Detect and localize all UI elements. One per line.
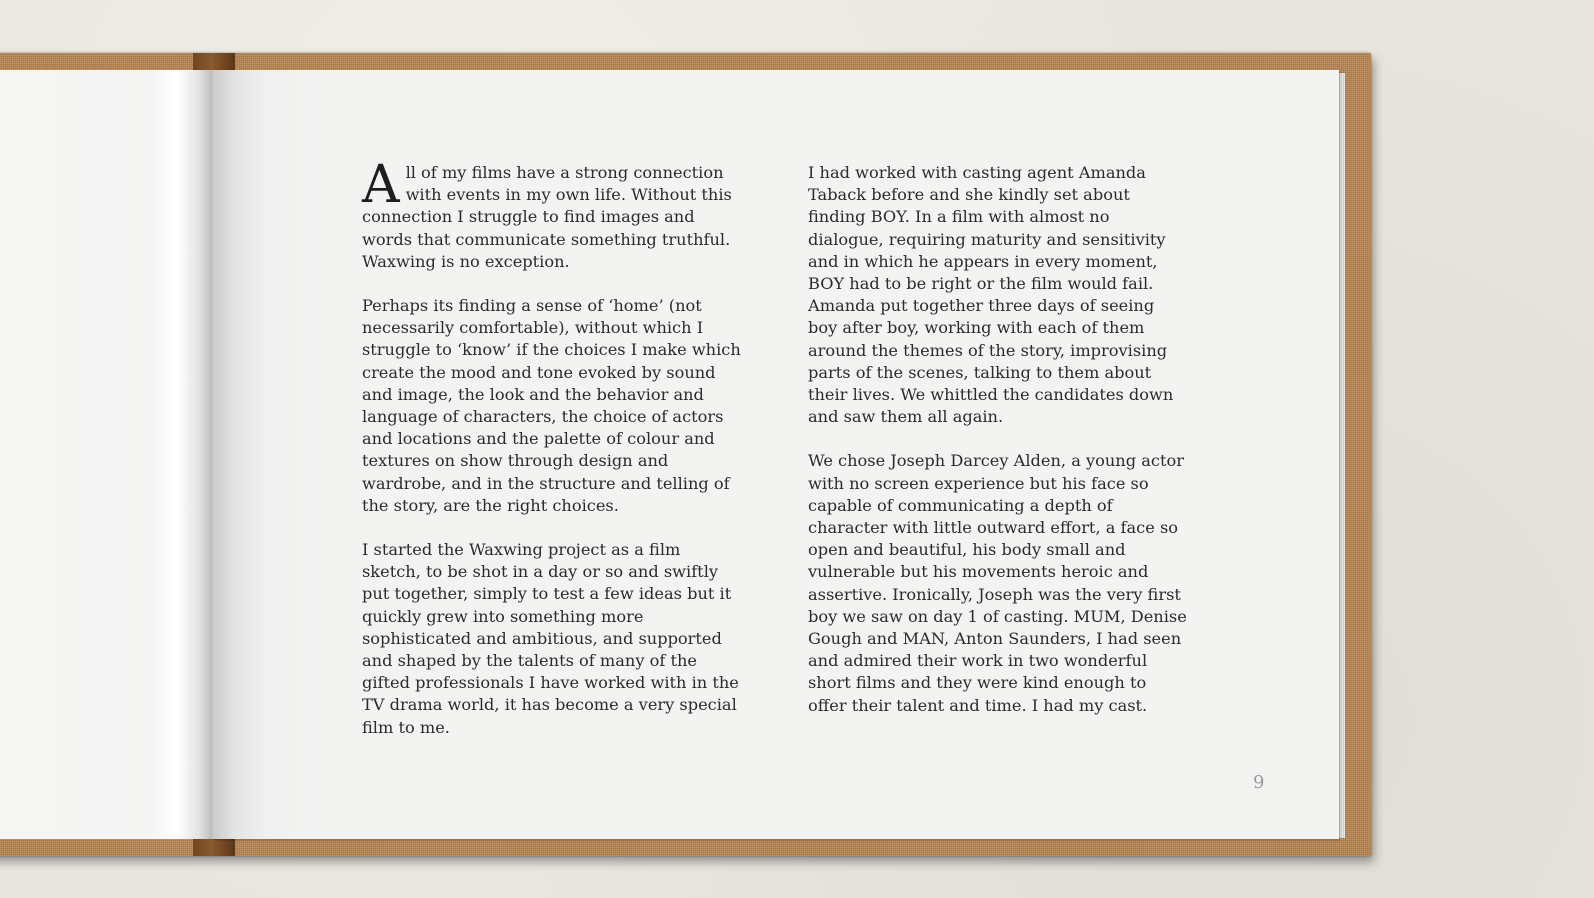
- paragraph-1: [362, 155, 742, 273]
- left-text-column: [362, 155, 742, 761]
- left-page: [0, 70, 212, 839]
- right-page: [212, 70, 1339, 839]
- paragraph-1-text: ll of my films have a strong connection with events in my own life. Without this connection I struggle to find images and words that communicate something truthful. Waxwing is no exception.: [362, 163, 732, 271]
- right-text-column: [808, 162, 1188, 739]
- drop-cap: A: [362, 155, 400, 215]
- page-number: 9: [1253, 772, 1265, 793]
- paragraph-5: We chose Joseph Darcey Alden, a young actor with no screen experience but his face so capable of communicating a depth of character with little outward effort, a face so open and beautiful, his body small and vulnerable but his movements heroic and assertive. Ironically, Joseph was the very first boy we saw on day 1 of casting. MUM, Denise Gough and MAN, Anton Saunders, I had seen and admired their work in two wonderful short films and they were kind enough to offer their talent and time. I had my cast.: [808, 451, 1187, 715]
- paragraph-2: Perhaps its finding a sense of ‘home’ (not necessarily comfortable), without which I struggle to ‘know’ if the choices I make which create the mood and tone evoked by sound and image, the look and the behavior and language of characters, the choice of actors and locations and the palette of colour and textures on show through design and wardrobe, and in the structure and telling of the story, are the right choices.: [362, 296, 741, 515]
- paragraph-4: I had worked with casting agent Amanda Taback before and she kindly set about finding BOY. In a film with almost no dialogue, requiring maturity and sensitivity and in which he appears in every moment, BOY had to be right or the film would fail. Amanda put together three days of seeing boy after boy, working with each of them around the themes of the story, improvising parts of the scenes, talking to them about their lives. We whittled the candidates down and saw them all again.: [808, 163, 1174, 427]
- paragraph-3: I started the Waxwing project as a film sketch, to be shot in a day or so and swiftly put together, simply to test a few ideas but it quickly grew into something more sophisticated and ambitious, and supported and shaped by the talents of many of the gifted professionals I have worked with in the TV drama world, it has become a very special film to me.: [362, 540, 739, 737]
